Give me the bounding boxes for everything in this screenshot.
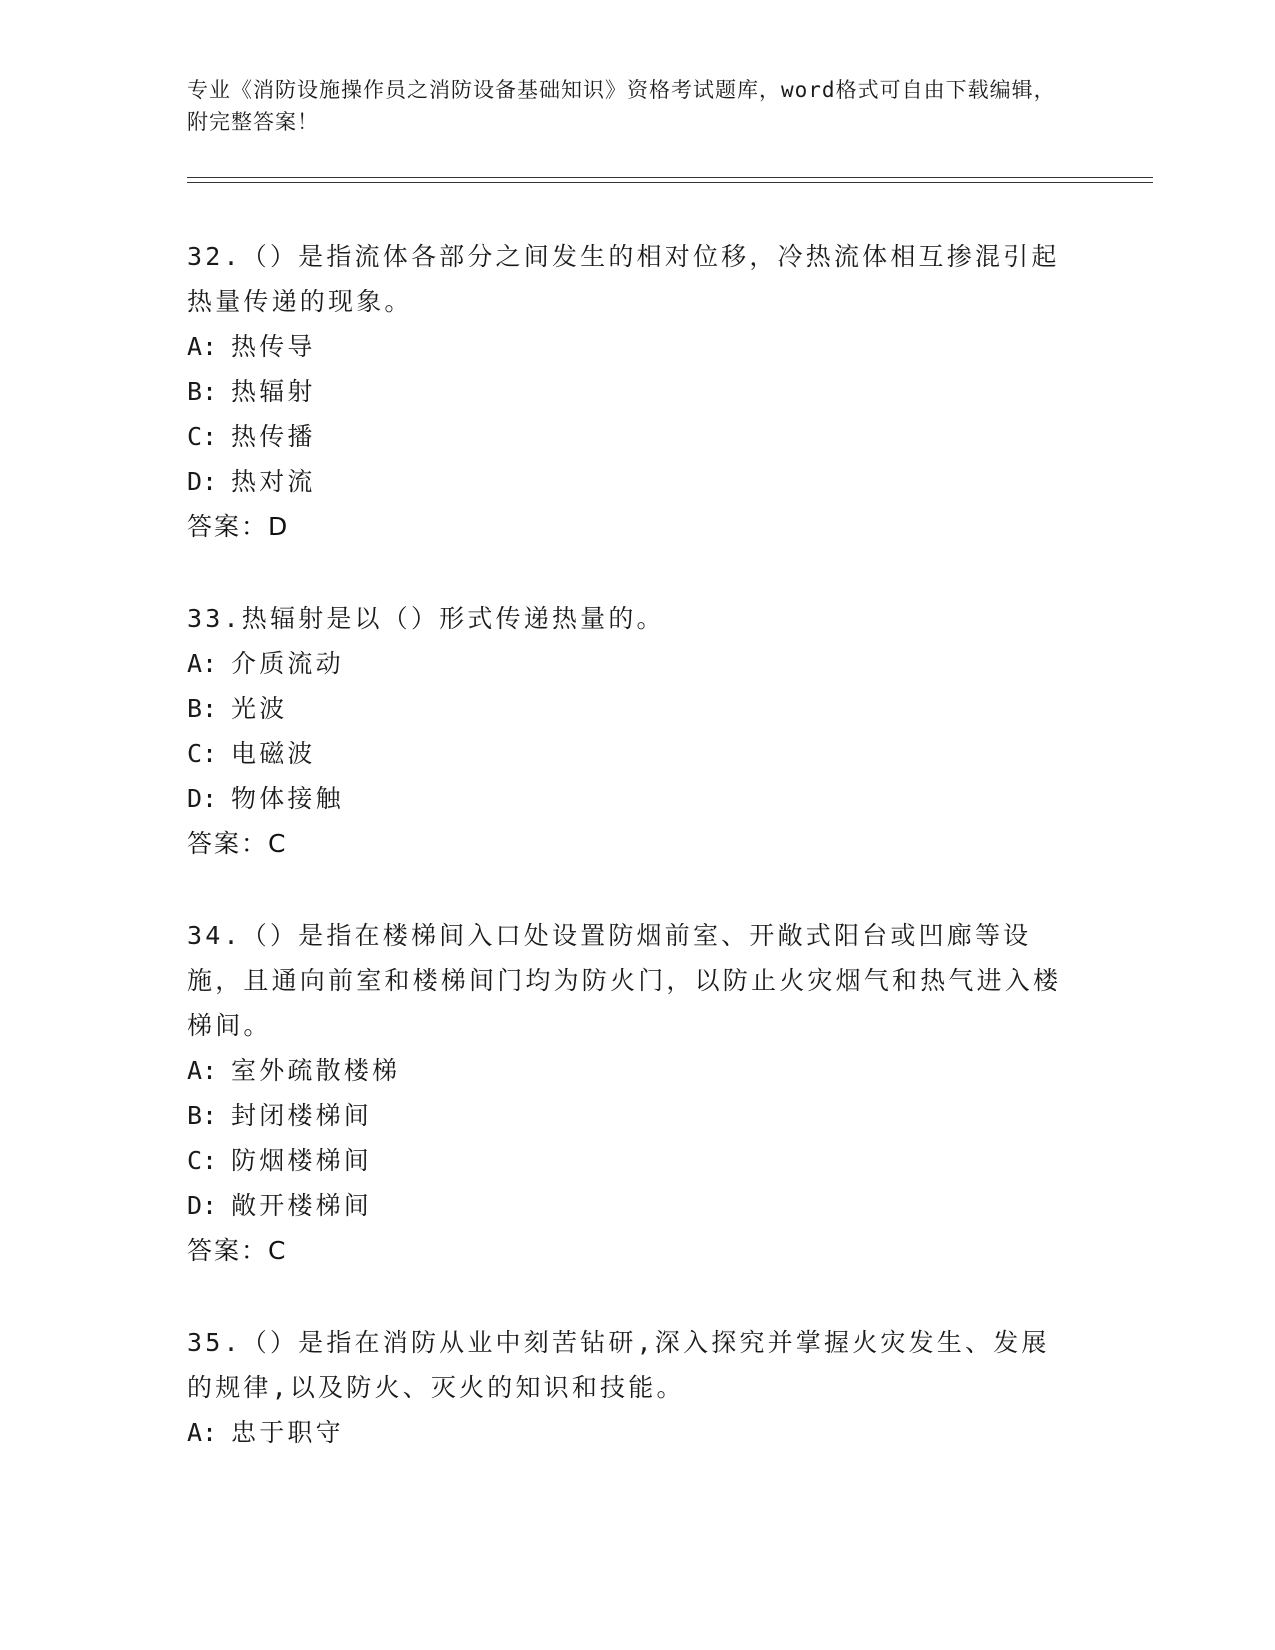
option-key: C: — [187, 739, 218, 768]
option-a — [187, 1048, 1077, 1093]
option-text: 防烟楼梯间 — [231, 1146, 373, 1175]
option-text: 电磁波 — [231, 739, 316, 768]
option-text: 热对流 — [231, 467, 316, 496]
option-text: 物体接触 — [231, 784, 344, 813]
option-d — [187, 776, 1077, 821]
question-list — [187, 234, 1077, 1502]
answer-line: 答案：C — [187, 829, 288, 858]
question-text: 32.（）是指流体各部分之间发生的相对位移，冷热流体相互掺混引起热量传递的现象。 — [187, 242, 1060, 316]
option-key: A: — [187, 1418, 218, 1447]
option-a — [187, 324, 1077, 369]
option-text: 封闭楼梯间 — [231, 1101, 373, 1130]
document-header: 专业《消防设施操作员之消防设备基础知识》资格考试题库，word格式可自由下载编辑，附完整答案！ — [187, 78, 1056, 134]
option-key: A: — [187, 1056, 218, 1085]
option-key: D: — [187, 1191, 218, 1220]
question-text: 35.（）是指在消防从业中刻苦钻研,深入探究并掌握火灾发生、发展的规律,以及防火、灭火的知识和技能。 — [187, 1328, 1050, 1402]
option-a — [187, 1410, 1077, 1455]
question-text: 33.热辐射是以（）形式传递热量的。 — [187, 604, 665, 633]
answer-line: 答案：C — [187, 1236, 288, 1265]
question-34 — [187, 913, 1077, 1273]
option-text: 光波 — [231, 694, 288, 723]
option-b — [187, 369, 1077, 414]
option-c — [187, 1138, 1077, 1183]
option-text: 热传播 — [231, 422, 316, 451]
option-d — [187, 1183, 1077, 1228]
option-key: B: — [187, 377, 218, 406]
option-a — [187, 641, 1077, 686]
option-b — [187, 686, 1077, 731]
option-key: B: — [187, 1101, 218, 1130]
header-rule-bottom — [187, 182, 1153, 183]
option-key: B: — [187, 694, 218, 723]
option-key: C: — [187, 1146, 218, 1175]
question-32 — [187, 234, 1077, 549]
option-c — [187, 731, 1077, 776]
option-key: D: — [187, 784, 218, 813]
option-key: D: — [187, 467, 218, 496]
option-text: 介质流动 — [231, 649, 344, 678]
option-text: 室外疏散楼梯 — [231, 1056, 401, 1085]
option-d — [187, 459, 1077, 504]
option-key: A: — [187, 332, 218, 361]
header-rule-top — [187, 177, 1153, 178]
option-c — [187, 414, 1077, 459]
question-35 — [187, 1320, 1077, 1455]
option-text: 热辐射 — [231, 377, 316, 406]
option-b — [187, 1093, 1077, 1138]
option-text: 忠于职守 — [231, 1418, 344, 1447]
question-33 — [187, 596, 1077, 866]
option-key: A: — [187, 649, 218, 678]
option-text: 热传导 — [231, 332, 316, 361]
option-text: 敞开楼梯间 — [231, 1191, 373, 1220]
option-key: C: — [187, 422, 218, 451]
question-text: 34.（）是指在楼梯间入口处设置防烟前室、开敞式阳台或凹廊等设施，且通向前室和楼梯间门均为防火门，以防止火灾烟气和热气进入楼梯间。 — [187, 921, 1062, 1040]
answer-line: 答案：D — [187, 512, 290, 541]
